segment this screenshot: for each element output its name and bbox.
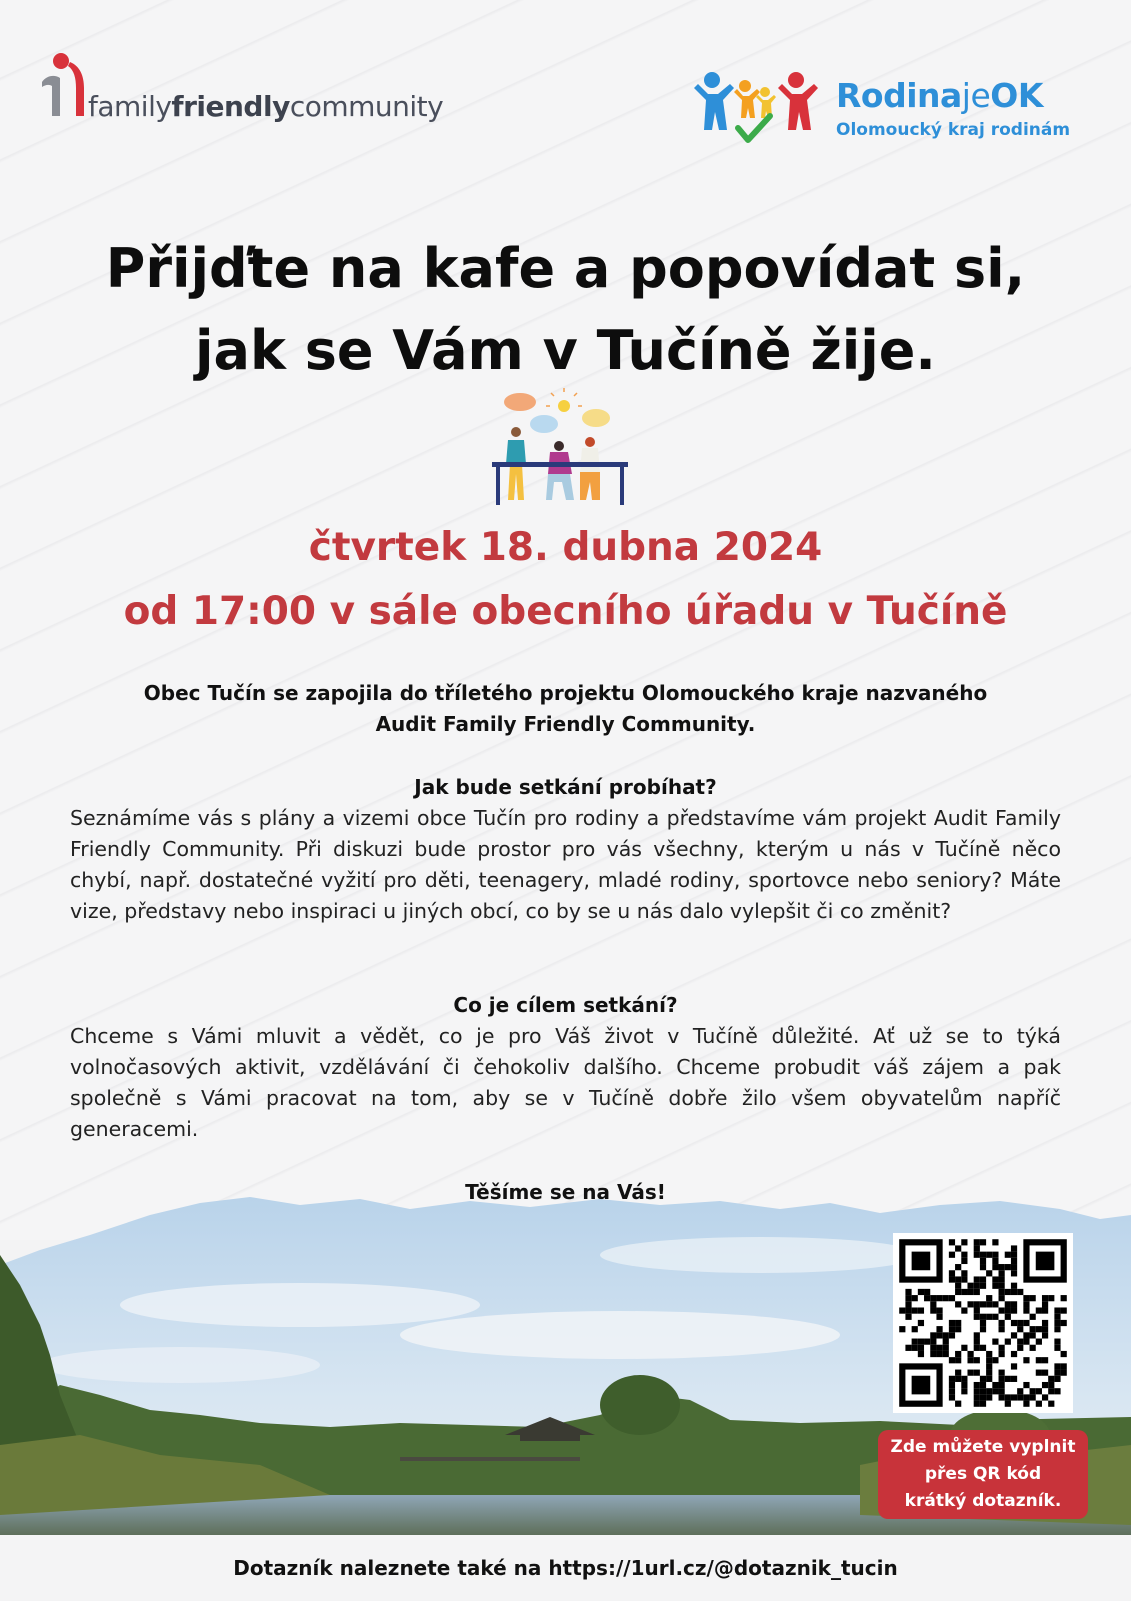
ffc-logo-text: familyfriendlycommunity bbox=[88, 90, 444, 123]
headline-line-2: jak se Vám v Tučíně žije. bbox=[195, 319, 936, 382]
section-heading-goal: Co je cílem setkání? bbox=[453, 993, 678, 1017]
event-time-place: od 17:00 v sále obecního úřadu v Tučíně bbox=[123, 589, 1008, 634]
family-figures-icon bbox=[690, 70, 820, 148]
event-date: čtvrtek 18. dubna 2024 bbox=[308, 525, 823, 570]
qr-caption: Zde můžete vyplnit přes QR kód krátký dotazník. bbox=[878, 1430, 1088, 1519]
section-body-goal: Chceme s Vámi mluvit a vědět, co je pro Váš život v Tučíně důležité. Ať už se to týká volnočasových aktivit, vzdělávání či čehokoliv dalšího. Chceme probudit váš zájem a pak společně s Vámi pracovat na tom, aby se v Tučíně dobře žilo všem obyvatelům napříč generacemi. bbox=[70, 1024, 1061, 1141]
people-at-table-illustration bbox=[492, 388, 638, 518]
family-friendly-community-logo bbox=[40, 52, 480, 132]
page-headline bbox=[0, 228, 1131, 392]
section-body-how: Seznámíme vás s plány a vizemi obce Tučín pro rodiny a představíme vám projekt Audit Family Friendly Community. Při diskuzi bude prostor pro vás všechny, kterým u nás v Tučíně něco chybí, např. dostatečné vyžití pro děti, teenagery, mladé rodiny, sportovce nebo seniory? Máte vize, představy nebo inspiraci u jiných obcí, co by se u nás dalo vylepšit či co změnit? bbox=[70, 806, 1061, 923]
qr-code[interactable] bbox=[893, 1233, 1073, 1413]
closing-text: Těšíme se na Vás! bbox=[465, 1180, 666, 1204]
rodinajeok-logo bbox=[690, 70, 1090, 150]
rodinajeok-title: RodinajeOK bbox=[836, 76, 1043, 115]
footer-link-text: Dotazník naleznete také na https://1url.cz/@dotaznik_tucin bbox=[0, 1535, 1131, 1600]
headline-line-1: Přijďte na kafe a popovídat si, bbox=[105, 237, 1026, 300]
intro-text: Obec Tučín se zapojila do tříletého projektu Olomouckého kraje nazvaného Audit Family Friendly Community. bbox=[143, 681, 988, 736]
event-date-time bbox=[0, 516, 1131, 644]
rodinajeok-subtitle: Olomoucký kraj rodinám bbox=[836, 120, 1071, 140]
ffc-logo-mark-icon bbox=[40, 52, 90, 124]
qr-code-graphic bbox=[893, 1233, 1073, 1413]
section-heading-how: Jak bude setkání probíhat? bbox=[414, 775, 717, 799]
